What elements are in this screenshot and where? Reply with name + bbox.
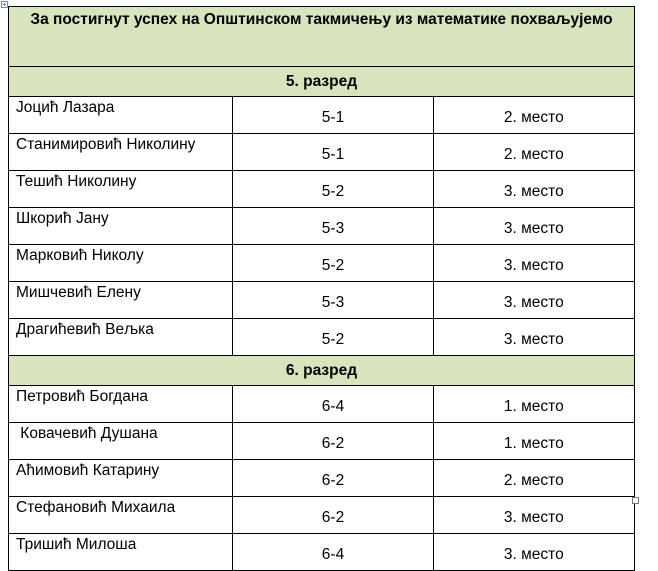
- student-name: Аћимовић Катарину: [9, 460, 233, 497]
- student-name: Мишчевић Елену: [9, 282, 233, 319]
- student-name: Стефановић Михаила: [9, 497, 233, 534]
- student-name: Драгићевић Вељка: [9, 319, 233, 356]
- place-cell: 3. место: [433, 208, 634, 245]
- table-row: [9, 134, 635, 171]
- class-cell: 5-1: [233, 97, 433, 134]
- table-row: [9, 97, 635, 134]
- class-cell: 5-2: [233, 319, 433, 356]
- place-cell: 3. место: [433, 319, 634, 356]
- student-name: Марковић Николу: [9, 245, 233, 282]
- class-cell: 6-2: [233, 460, 433, 497]
- place-cell: 2. место: [433, 460, 634, 497]
- table-row: [9, 386, 635, 423]
- table-row: [9, 245, 635, 282]
- place-cell: 3. место: [433, 282, 634, 319]
- table-resize-handle-icon[interactable]: [632, 497, 639, 504]
- place-cell: 3. место: [433, 171, 634, 208]
- table-row: [9, 282, 635, 319]
- grade-heading: 5. разред: [9, 67, 635, 97]
- awards-table: [8, 6, 635, 571]
- class-cell: 5-1: [233, 134, 433, 171]
- class-cell: 6-4: [233, 386, 433, 423]
- place-cell: 1. место: [433, 423, 634, 460]
- student-name: Ковачевић Душана: [9, 423, 233, 460]
- table-row: [9, 534, 635, 571]
- place-cell: 2. место: [433, 97, 634, 134]
- student-name: Шкорић Јану: [9, 208, 233, 245]
- student-name: Станимировић Николину: [9, 134, 233, 171]
- class-cell: 6-2: [233, 423, 433, 460]
- place-cell: 1. место: [433, 386, 634, 423]
- table-row: [9, 423, 635, 460]
- table-row: [9, 460, 635, 497]
- class-cell: 5-2: [233, 245, 433, 282]
- place-cell: 3. место: [433, 497, 634, 534]
- class-cell: 5-2: [233, 171, 433, 208]
- place-cell: 2. место: [433, 134, 634, 171]
- table-row: [9, 319, 635, 356]
- place-cell: 3. место: [433, 245, 634, 282]
- place-cell: 3. место: [433, 534, 634, 571]
- student-name: Тешић Николину: [9, 171, 233, 208]
- student-name: Јоцић Лазара: [9, 97, 233, 134]
- grade-heading: 6. разред: [9, 356, 635, 386]
- table-row: [9, 497, 635, 534]
- class-cell: 6-4: [233, 534, 433, 571]
- table-move-handle-icon[interactable]: [1, 1, 8, 8]
- student-name: Петровић Богдана: [9, 386, 233, 423]
- table-row: [9, 171, 635, 208]
- student-name: Тришић Милоша: [9, 534, 233, 571]
- table-row: [9, 208, 635, 245]
- class-cell: 6-2: [233, 497, 433, 534]
- class-cell: 5-3: [233, 282, 433, 319]
- class-cell: 5-3: [233, 208, 433, 245]
- table-title: За постигнут успех на Општинском такмичењу из математике похваљујемо: [9, 7, 635, 67]
